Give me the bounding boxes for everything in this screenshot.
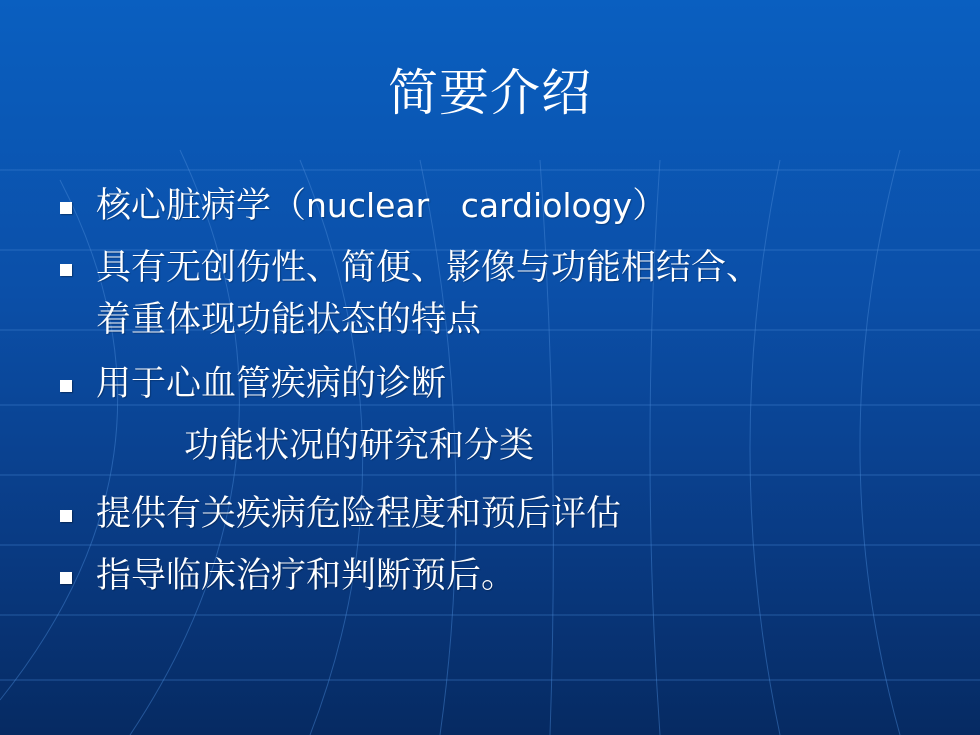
bullet-square-icon — [60, 572, 72, 584]
bullet-text — [96, 180, 667, 232]
bullet-text-cn: 核心脏病学（ — [96, 186, 307, 226]
bullet-square-icon — [60, 202, 72, 214]
bullet-text-line1: 具有无创伤性、简便、影像与功能相结合、 — [96, 248, 762, 288]
bullet-text: 指导临床治疗和判断预后。 — [96, 556, 517, 596]
slide-title: 简要介绍 — [388, 64, 592, 122]
bullet-text-cn-end: ） — [632, 186, 668, 226]
bullet-square-icon — [60, 380, 72, 392]
sub-line-text: 功能状况的研究和分类 — [184, 426, 535, 466]
bullet-square-icon — [60, 264, 72, 276]
bullet-text-latin: nuclear cardiology — [306, 186, 633, 225]
bullet-text: 用于心血管疾病的诊断 — [96, 364, 447, 404]
bullet-text-line2: 着重体现功能状态的特点 — [96, 300, 482, 340]
bullet-square-icon — [60, 510, 72, 522]
bullet-text: 提供有关疾病危险程度和预后评估 — [96, 494, 622, 534]
